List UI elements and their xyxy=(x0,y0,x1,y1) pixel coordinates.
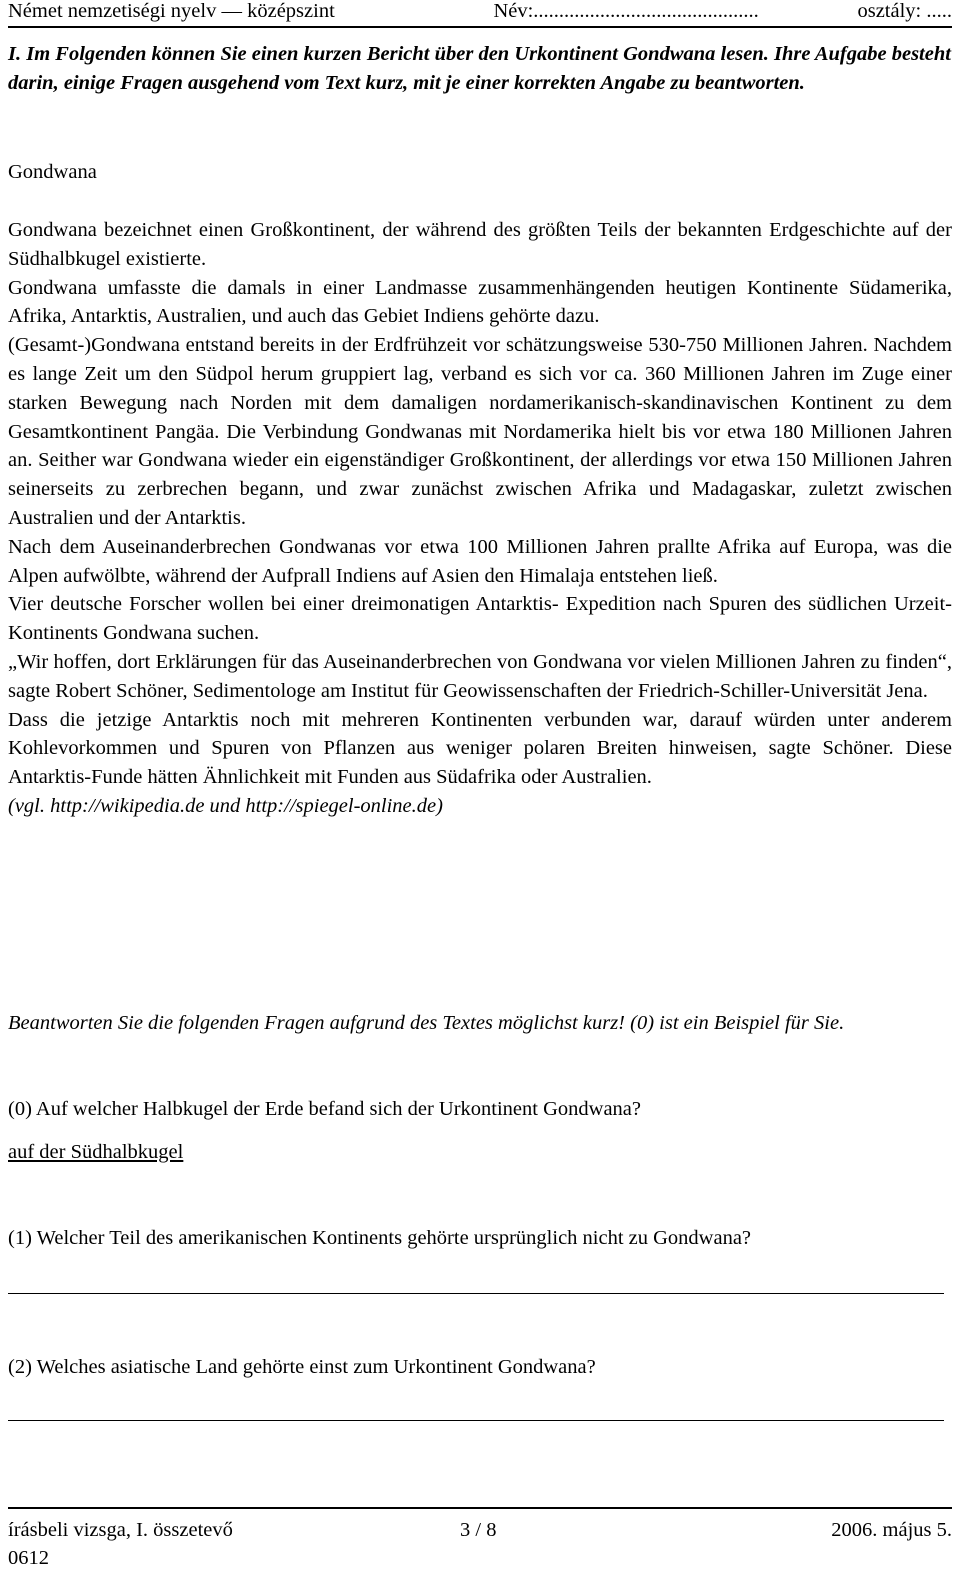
page-footer xyxy=(8,1518,952,1542)
instruction-text: Beantworten Sie die folgenden Fragen aufgrund des Textes möglichst kurz! (0) ist ein Beispiel für Sie. xyxy=(8,1012,845,1034)
footer-page-number: 3 / 8 xyxy=(460,1519,497,1541)
footer-rule xyxy=(8,1507,952,1509)
question-1: (1) Welcher Teil des amerikanischen Kontinents gehörte ursprünglich nicht zu Gondwana? xyxy=(8,1227,752,1249)
exam-page xyxy=(8,0,952,1569)
footer-code: 0612 xyxy=(8,1547,49,1569)
article-title: Gondwana xyxy=(8,161,97,183)
article-paragraph: Gondwana umfasste die damals in einer Landmasse zusammenhängenden heutigen Kontinente Südamerika, Afrika, Antarktis, Australien, und auch das Gebiet Indiens gehörte dazu. xyxy=(8,276,952,328)
answer-1-line[interactable] xyxy=(8,1293,944,1294)
article-body xyxy=(8,216,952,821)
question-0: (0) Auf welcher Halbkugel der Erde befand sich der Urkontinent Gondwana? xyxy=(8,1098,641,1120)
article-paragraph: (Gesamt-)Gondwana entstand bereits in der Erdfrühzeit vor schätzungsweise 530-750 Millionen Jahren. Nachdem es lange Zeit um den Südpol herum gruppiert lag, verband es sich vor ca. 360 Millionen Jahren im Zuge einer starken Bewegung nach Norden mit dem damaligen nordamerikanisch-skandinavischen Kontinent zu dem Gesamtkontinent Pangäa. Die Verbindung Gondwanas mit Nordamerika hielt bis vor etwa 180 Millionen Jahren an. Seither war Gondwana wieder ein eigenständiger Großkontinent, der allerdings vor etwa 150 Millionen Jahren seinerseits zu zerbrechen begann, und zwar zunächst zwischen Afrika und Madagaskar, zuletzt zwischen Australien und der Antarktis. xyxy=(8,334,952,529)
task-description: I. Im Folgenden können Sie einen kurzen Bericht über den Urkontinent Gondwana lesen. Ihre Aufgabe besteht darin, einige Fragen ausgehend vom Text kurz, mit je einer korrekten Angabe zu beantworten. xyxy=(8,43,951,94)
article-paragraph: Dass die jetzige Antarktis noch mit mehreren Kontinenten verbunden war, darauf würden unter anderem Kohlevorkommen und Spuren von Pflanzen aus weniger polaren Breiten hinweisen, sagte Schöner. Diese Antarktis-Funde hätten Ähnlichkeit mit Funden aus Südafrika oder Australien. xyxy=(8,708,952,789)
header-rule xyxy=(8,26,952,28)
page-header xyxy=(8,0,952,26)
article-source: (vgl. http://wikipedia.de und http://spiegel-online.de) xyxy=(8,794,443,817)
answer-0-example: auf der Südhalbkugel xyxy=(8,1141,184,1163)
question-2: (2) Welches asiatische Land gehörte einst zum Urkontinent Gondwana? xyxy=(8,1356,596,1378)
article-paragraph: Vier deutsche Forscher wollen bei einer dreimonatigen Antarktis- Expedition nach Spuren des südlichen Urzeit-Kontinents Gondwana suchen. xyxy=(8,593,952,645)
footer-date: 2006. május 5. xyxy=(831,1519,952,1541)
header-subject: Német nemzetiségi nyelv — középszint xyxy=(8,0,335,22)
header-name-field: Név:............................................ xyxy=(493,0,759,22)
article-paragraph: Nach dem Auseinanderbrechen Gondwanas vor etwa 100 Millionen Jahren prallte Afrika auf Europa, was die Alpen aufwölbte, während der Aufprall Indiens auf Asien den Himalaja entstehen ließ. xyxy=(8,535,952,587)
answer-2-line[interactable] xyxy=(8,1420,944,1421)
article-paragraph: Gondwana bezeichnet einen Großkontinent, der während des größten Teils der bekannten Erdgeschichte auf der Südhalbkugel existierte. xyxy=(8,219,952,270)
header-class-field: osztály: ..... xyxy=(857,0,952,22)
footer-exam-label: írásbeli vizsga, I. összetevő xyxy=(8,1519,233,1541)
article-paragraph: „Wir hoffen, dort Erklärungen für das Auseinanderbrechen von Gondwana vor vielen Millionen Jahren zu finden“, sagte Robert Schöner, Sedimentologe am Institut für Geowissenschaften der Friedrich-Schiller-Universität Jena. xyxy=(8,650,952,702)
